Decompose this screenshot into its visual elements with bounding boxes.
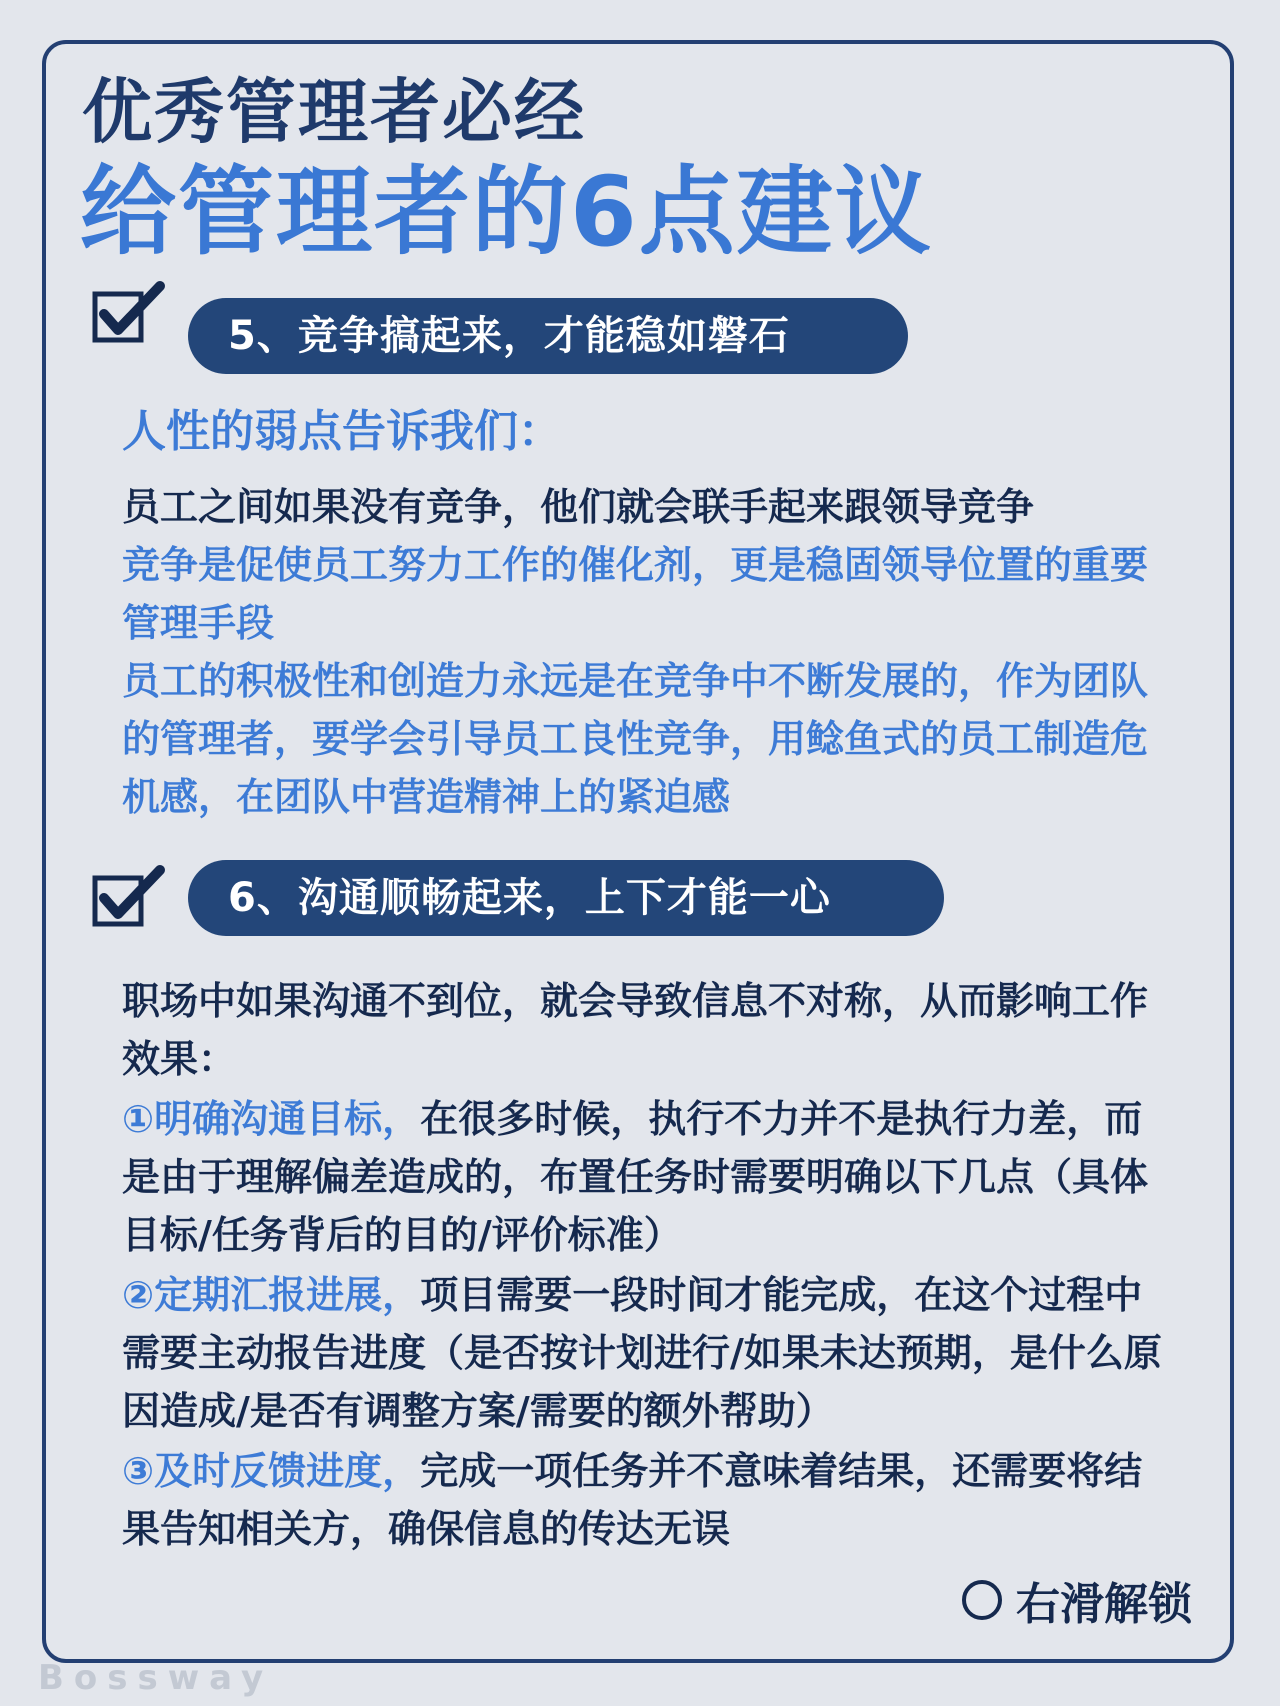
section-6-heading: 6、沟通顺畅起来，上下才能一心	[188, 860, 944, 936]
point-text: 项目需要一段时间才能完成，在这个过程中需要主动报告进度（是否按计划进行/如果未达预期，是什么原因造成/是否有调整方案/需要的额外帮助）	[122, 1273, 1162, 1433]
point-label: ①明确沟通目标，	[122, 1097, 421, 1141]
section-5-paragraph-2: 竞争是促使员工努力工作的催化剂，更是稳固领导位置的重要管理手段	[122, 543, 1149, 645]
section-6-intro: 职场中如果沟通不到位，就会导致信息不对称，从而影响工作效果：	[122, 979, 1149, 1081]
unlock-label: 右滑解锁	[1016, 1579, 1192, 1630]
watermark: Bossway	[38, 1658, 274, 1698]
swipe-unlock-button[interactable]	[962, 1568, 1192, 1632]
title-top: 优秀管理者必经	[82, 71, 586, 153]
section-6-point-1	[122, 1090, 1162, 1264]
point-text: 完成一项任务并不意味着结果，还需要将结果告知相关方，确保信息的传达无误	[122, 1449, 1143, 1551]
section-6-point-2	[122, 1266, 1162, 1440]
section-5-heading: 5、竞争搞起来，才能稳如磐石	[188, 298, 908, 374]
section-5-subheading: 人性的弱点告诉我们：	[122, 406, 562, 457]
section-5-paragraph-3: 员工的积极性和创造力永远是在竞争中不断发展的，作为团队的管理者，要学会引导员工良性竞争，用鲶鱼式的员工制造危机感，在团队中营造精神上的紧迫感	[122, 659, 1149, 819]
point-text: 在很多时候，执行不力并不是执行力差，而是由于理解偏差造成的，布置任务时需要明确以下几点（具体目标/任务背后的目的/评价标准）	[122, 1097, 1149, 1257]
checkbox-checked-icon	[92, 280, 166, 346]
circle-icon	[962, 1580, 1002, 1620]
checkbox-checked-icon	[92, 864, 166, 930]
section-5-paragraph-1: 员工之间如果没有竞争，他们就会联手起来跟领导竞争	[122, 485, 1035, 529]
section-6-point-3	[122, 1442, 1162, 1558]
point-label: ②定期汇报进展，	[122, 1273, 421, 1317]
page-title: 给管理者的6点建议	[80, 156, 933, 268]
point-label: ③及时反馈进度，	[122, 1449, 421, 1493]
